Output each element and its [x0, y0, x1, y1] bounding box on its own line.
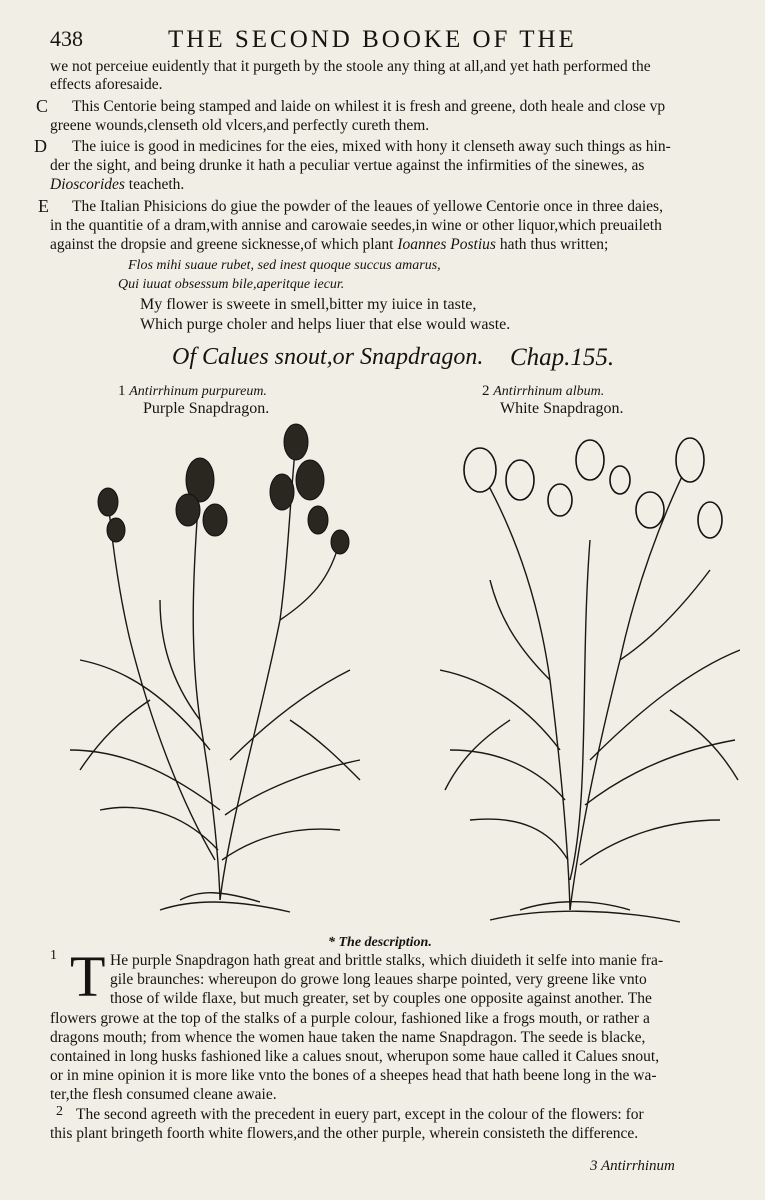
- italic-name: Ioannes Postius: [397, 236, 496, 253]
- margin-marker-d: D: [34, 136, 47, 156]
- text-line: dragons mouth; from whence the women haue taken the name Snapdragon. The seede is blacke,: [50, 1029, 646, 1046]
- catchword: 3 Antirrhinum: [590, 1158, 675, 1174]
- text-line: He purple Snapdragon hath great and brittle stalks, which diuideth it selfe into manie fra-: [110, 952, 664, 969]
- chapter-title: Of Calues snout,or Snapdragon.: [172, 344, 484, 370]
- text-span: hath thus written;: [495, 236, 609, 253]
- page-number: 438: [50, 26, 83, 51]
- text-span: teacheth.: [124, 176, 185, 193]
- white-snapdragon-woodcut: [440, 420, 740, 930]
- figure-latin-name: Antirrhinum album.: [493, 384, 605, 399]
- latin-verse: Flos mihi suaue rubet, sed inest quoque succus amarus,: [128, 258, 441, 273]
- figure-english-name: White Snapdragon.: [500, 400, 624, 417]
- text-line: The Italian Phisicions do giue the powder of the leaues of yellowe Centorie once in three daies,: [72, 198, 663, 215]
- text-span: against the dropsie and greene sicknesse,of which plant: [50, 236, 398, 253]
- chapter-number: Chap.155.: [510, 344, 615, 371]
- text-line: ter,the flesh consumed cleane awaie.: [50, 1086, 277, 1103]
- text-line: der the sight, and being drunke it hath a peculiar vertue against the infirmities of the sinewes, as: [50, 157, 645, 174]
- english-verse: Which purge choler and helps liuer that else would waste.: [140, 316, 511, 333]
- text-line: This Centorie being stamped and laide on whilest it is fresh and greene, doth heale and close vp: [72, 98, 666, 115]
- paragraph-number: 2: [56, 1104, 63, 1119]
- figure-number: 1: [118, 383, 126, 399]
- text-line: effects aforesaide.: [50, 76, 163, 93]
- margin-marker-e: E: [38, 196, 49, 216]
- drop-capital: T: [70, 944, 106, 1009]
- figure-caption-2: [482, 383, 604, 400]
- text-line: this plant bringeth foorth white flowers,and the other purple, wherein consisteth the difference.: [50, 1125, 639, 1142]
- text-line: gile braunches: whereupon do growe long leaues sharpe pointed, very greene like vnto: [110, 971, 647, 988]
- running-title: THE SECOND BOOKE OF THE: [168, 26, 577, 53]
- margin-marker-c: C: [36, 96, 49, 116]
- page-header: [40, 26, 720, 56]
- figure-english-name: Purple Snapdragon.: [143, 400, 270, 417]
- text-line: in the quantitie of a dram,with annise and carowaie seedes,in wine or other liquor,which preuaileth: [50, 217, 662, 234]
- figure-caption-1: [118, 383, 267, 400]
- text-line: The second agreeth with the precedent in euery part, except in the colour of the flowers: for: [76, 1106, 644, 1123]
- text-line: [50, 176, 184, 194]
- paragraph-number: 1: [50, 948, 57, 963]
- purple-snapdragon-woodcut: [60, 420, 370, 920]
- text-line: contained in long husks fashioned like a calues snout, wherupon some haue called it Calues snout,: [50, 1048, 660, 1065]
- latin-verse: Qui iuuat obsessum bile,aperitque iecur.: [118, 277, 345, 292]
- text-line: greene wounds,clenseth old vlcers,and perfectly cureth them.: [50, 117, 430, 134]
- text-line: The iuice is good in medicines for the eies, mixed with hony it clenseth away such things as hin-: [72, 138, 671, 155]
- text-line: [50, 236, 608, 254]
- text-line: those of wilde flaxe, but much greater, set by couples one opposite against another. The: [110, 990, 652, 1007]
- description-heading: * The description.: [328, 935, 432, 950]
- english-verse: My flower is sweete in smell,bitter my iuice in taste,: [140, 296, 477, 313]
- text-line: we not perceiue euidently that it purgeth by the stoole any thing at all,and yet hath performed the: [50, 58, 651, 75]
- italic-name: Dioscorides: [50, 176, 125, 193]
- text-line: or in mine opinion it is more like vnto the bones of a sheepes head that hath beene long in the wa-: [50, 1067, 657, 1084]
- text-line: flowers growe at the top of the stalks of a purple colour, fashioned like a frogs mouth, or rather a: [50, 1010, 650, 1027]
- figure-latin-name: Antirrhinum purpureum.: [129, 384, 267, 399]
- figure-number: 2: [482, 383, 490, 399]
